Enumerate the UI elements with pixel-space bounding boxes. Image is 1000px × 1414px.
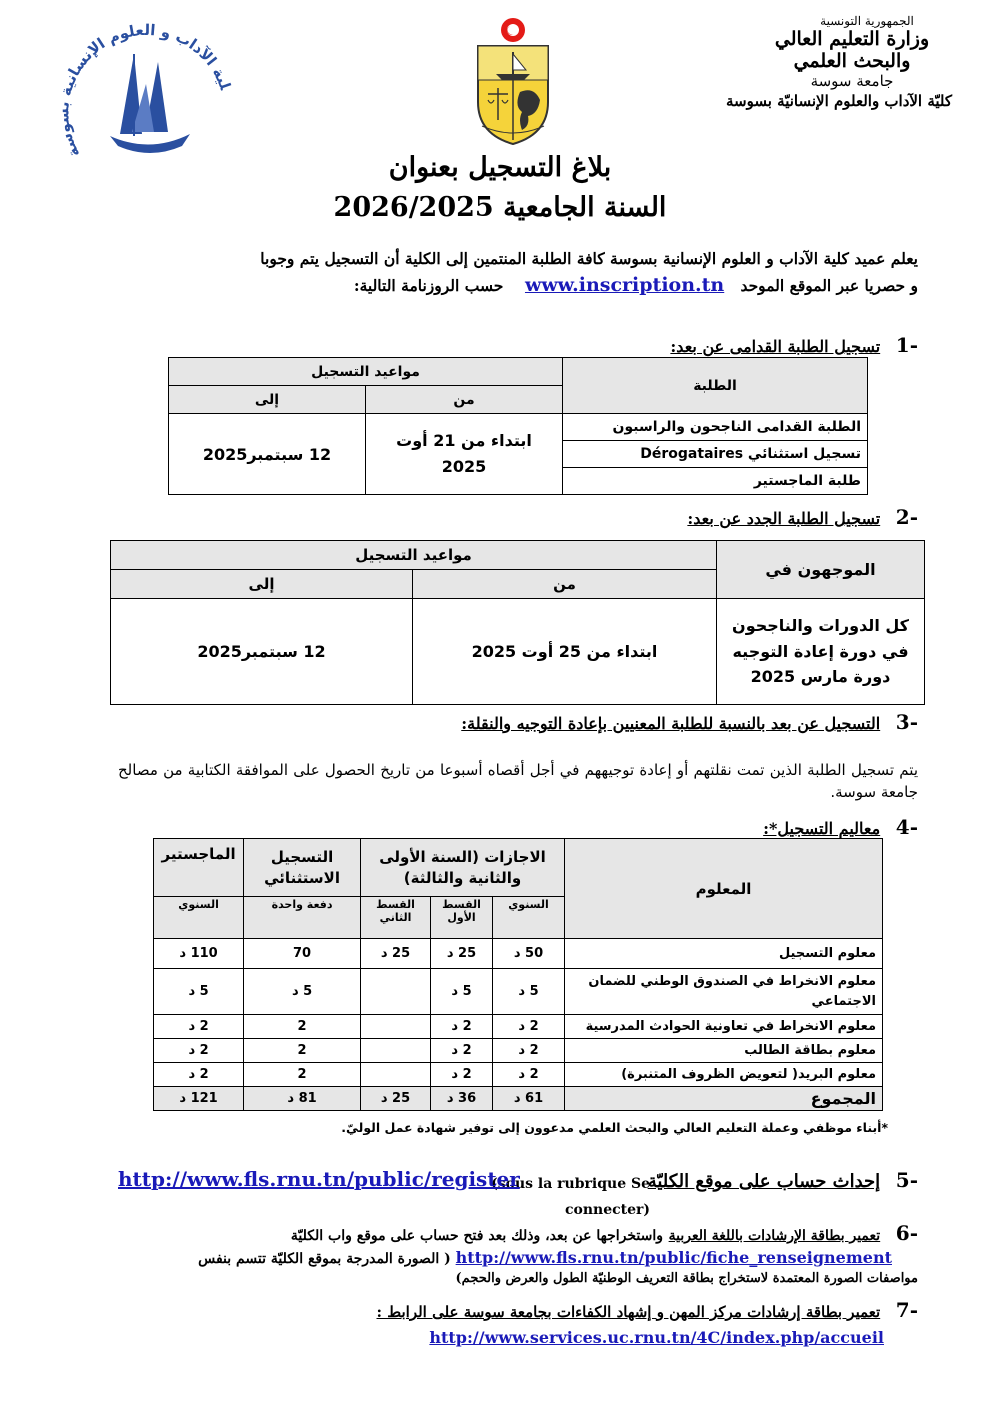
table-row bbox=[154, 1063, 883, 1087]
section-6-line-2 bbox=[118, 1247, 918, 1270]
section-6-line-2-after: ( الصورة المدرجة بموقع الكليّة تتسم بنفس bbox=[198, 1251, 451, 1267]
fee-master: 2 د bbox=[154, 1015, 244, 1039]
section-3-title: التسجيل عن بعد بالنسبة للطلبة المعنيين بإعادة التوجيه والنقلة: bbox=[461, 714, 881, 733]
page-subtitle: السنة الجامعية 2026/2025 bbox=[333, 192, 667, 223]
to-value: 12 سبتمبر2025 bbox=[111, 599, 413, 705]
sub-master-annual: السنوي bbox=[154, 897, 244, 939]
to-value: 12 سبتمبر2025 bbox=[169, 414, 366, 495]
section-6-line-1b: واستخراجها عن بعد، وذلك بعد فتح حساب على موقع واب الكليّة bbox=[290, 1228, 664, 1244]
intro-line-2 bbox=[118, 271, 918, 300]
section-7-number: -7 bbox=[895, 1298, 918, 1322]
col-dates: مواعيد التسجيل bbox=[111, 541, 717, 570]
section-2-heading bbox=[687, 505, 918, 529]
section-3-text: يتم تسجيل الطلبة الذين تمت نقلتهم أو إعادة توجيههم في أجل أقصاه أسبوعا من تاريخ الحصول على الموافقة الكتابية من مصالح جامعة سوسة. bbox=[118, 761, 918, 801]
inscription-link[interactable]: www.inscription.tn bbox=[524, 274, 725, 297]
section-4-number: -4 bbox=[895, 815, 918, 839]
section-3-number: -3 bbox=[895, 710, 918, 734]
faculty-label: كليّة الآداب والعلوم الإنسانيّة بسوسة bbox=[726, 92, 952, 110]
sub-annual: السنوي bbox=[493, 897, 565, 939]
ministry-line-2: والبحث العلمي bbox=[793, 50, 911, 72]
fee-annual: 2 د bbox=[493, 1015, 565, 1039]
table-new-students bbox=[110, 540, 925, 705]
fee-second bbox=[361, 1039, 431, 1063]
fee-annual: 2 د bbox=[493, 1063, 565, 1087]
section-2-title: تسجيل الطلبة الجدد عن بعد: bbox=[687, 509, 881, 528]
services-link-wrap bbox=[429, 1328, 884, 1347]
fee-label: معلوم التسجيل bbox=[565, 939, 883, 969]
intro-line-1: يعلم عميد كلية الآداب و العلوم الإنسانية بسوسة كافة الطلبة المنتمين إلى الكلية أن التسجيل يتم وجوبا bbox=[260, 249, 918, 268]
col-licence: الاجازات (السنة الأولى والثانية والثالثة) bbox=[361, 839, 565, 897]
faculty-logo bbox=[50, 14, 240, 174]
sub-second: القسط الثاني bbox=[361, 897, 431, 939]
table-row: الطلبة القدامى الناجحون والراسبون bbox=[563, 414, 868, 441]
svg-text:كلية الآداب و العلوم الإنسانية bbox=[50, 14, 235, 161]
from-value: ابتداء من 21 أوت 2025 bbox=[366, 414, 563, 495]
section-7-heading bbox=[377, 1298, 919, 1322]
section-6-heading bbox=[118, 1219, 918, 1288]
col-dates: مواعيد التسجيل bbox=[169, 358, 563, 386]
fee-second: 25 د bbox=[361, 939, 431, 969]
register-link-wrap bbox=[118, 1167, 520, 1191]
col-to: إلى bbox=[169, 386, 366, 414]
fee-single: 2 bbox=[244, 1015, 361, 1039]
register-link[interactable]: http://www.fls.rnu.tn/public/register bbox=[118, 1167, 520, 1191]
fee-single: 2 bbox=[244, 1039, 361, 1063]
col-students: الطلبة bbox=[563, 358, 868, 414]
total-single: 81 د bbox=[244, 1087, 361, 1111]
col-exceptional: التسجيل الاستثنائي bbox=[244, 839, 361, 897]
from-value: ابتداء من 25 أوت 2025 bbox=[413, 599, 717, 705]
section-6-line-3: مواصفات الصورة المعتمدة لاستخراج بطاقة التعريف الوطنيّة الطول والعرض والحجم) bbox=[455, 1270, 918, 1286]
col-from: من bbox=[366, 386, 563, 414]
logo-arc-text: لية الآداب و العلوم الإنسانية بسوسة bbox=[54, 20, 235, 161]
section-1-heading bbox=[670, 333, 918, 357]
table-row bbox=[154, 969, 883, 1015]
header-institution bbox=[692, 14, 952, 110]
section-1-number: -1 bbox=[895, 333, 918, 357]
section-4-heading bbox=[763, 815, 918, 839]
page-title: بلاغ التسجيل بعنوان bbox=[388, 152, 612, 183]
section-5-title: إحداث حساب على موقع الكليّة bbox=[647, 1171, 881, 1192]
fee-master: 2 د bbox=[154, 1063, 244, 1087]
ministry-line-1: وزارة التعليم العالي bbox=[774, 28, 930, 50]
total-second: 25 د bbox=[361, 1087, 431, 1111]
table-old-students bbox=[168, 357, 868, 495]
fee-annual: 2 د bbox=[493, 1039, 565, 1063]
col-from: من bbox=[413, 570, 717, 599]
coat-of-arms bbox=[470, 16, 556, 148]
fee-annual: 5 د bbox=[493, 969, 565, 1015]
table-row bbox=[154, 1015, 883, 1039]
university-label: جامعة سوسة bbox=[810, 72, 894, 90]
total-first: 36 د bbox=[431, 1087, 493, 1111]
intro-paragraph bbox=[118, 247, 918, 300]
fee-first: 5 د bbox=[431, 969, 493, 1015]
fee-label: معلوم بطاقة الطالب bbox=[565, 1039, 883, 1063]
total-annual: 61 د bbox=[493, 1087, 565, 1111]
section-6-title: تعمير بطاقة الإرشادات باللغة العربية bbox=[668, 1228, 881, 1244]
fees-footnote: *أبناء موظفي وعملة التعليم العالي والبحث العلمي مدعوون إلى توفير شهادة عمل الوليّ. bbox=[341, 1120, 888, 1135]
table-fees bbox=[153, 838, 883, 1111]
section-5-fr-label: (sous la rubrique Se connecter) bbox=[491, 1176, 650, 1218]
col-oriented: الموجهون في bbox=[717, 541, 925, 599]
table-row bbox=[154, 1039, 883, 1063]
fee-first: 2 د bbox=[431, 1015, 493, 1039]
section-6-number: -6 bbox=[895, 1221, 918, 1245]
intro-line-2-before: و حصريا عبر الموقع الموحد bbox=[740, 276, 918, 296]
table-row: تسجيل استثنائي Dérogataires bbox=[563, 441, 868, 468]
section-1-title: تسجيل الطلبة القدامى عن بعد: bbox=[670, 337, 881, 356]
fee-first: 25 د bbox=[431, 939, 493, 969]
table-row: طلبة الماجستير bbox=[563, 468, 868, 495]
fee-label: معلوم البريد( لتعويض الظروف المتنبرة) bbox=[565, 1063, 883, 1087]
col-master: الماجستير bbox=[154, 839, 244, 897]
fee-annual: 50 د bbox=[493, 939, 565, 969]
col-to: إلى bbox=[111, 570, 413, 599]
intro-line-2-after: حسب الروزنامة التالية: bbox=[353, 276, 504, 296]
fee-master: 110 د bbox=[154, 939, 244, 969]
oriented-value: كل الدورات والناجحون في دورة إعادة التوجيه دورة مارس 2025 bbox=[717, 599, 925, 705]
fee-single: 70 bbox=[244, 939, 361, 969]
fee-master: 2 د bbox=[154, 1039, 244, 1063]
section-5-heading bbox=[648, 1168, 918, 1192]
fee-first: 2 د bbox=[431, 1063, 493, 1087]
fee-second bbox=[361, 1063, 431, 1087]
section-3-heading bbox=[461, 710, 918, 734]
fee-master: 5 د bbox=[154, 969, 244, 1015]
total-label: المجموع bbox=[565, 1087, 883, 1111]
fee-single: 5 د bbox=[244, 969, 361, 1015]
section-6-line-1 bbox=[118, 1219, 918, 1247]
republic-label: الجمهورية التونسية bbox=[820, 14, 914, 28]
section-4-title: معاليم التسجيل*: bbox=[763, 819, 881, 838]
services-link[interactable]: http://www.services.uc.rnu.tn/4C/index.php/accueil bbox=[429, 1328, 884, 1347]
fee-single: 2 bbox=[244, 1063, 361, 1087]
sub-single: دفعة واحدة bbox=[244, 897, 361, 939]
table-row bbox=[154, 939, 883, 969]
sub-first: القسط الأول bbox=[431, 897, 493, 939]
fee-second bbox=[361, 1015, 431, 1039]
col-fee: المعلوم bbox=[565, 839, 883, 939]
section-7-title: تعمير بطاقة إرشادات مركز المهن و إشهاد الكفاءات بجامعة سوسة على الرابط : bbox=[376, 1303, 881, 1321]
fee-label: معلوم الانخراط في الصندوق الوطني للضمان الاجتماعي bbox=[565, 969, 883, 1015]
fiche-link[interactable]: http://www.fls.rnu.tn/public/fiche_renseignement bbox=[455, 1248, 892, 1267]
fee-first: 2 د bbox=[431, 1039, 493, 1063]
section-5-number: -5 bbox=[895, 1168, 918, 1192]
fee-label: معلوم الانخراط في تعاونية الحوادث المدرسية bbox=[565, 1015, 883, 1039]
total-master: 121 د bbox=[154, 1087, 244, 1111]
table-total-row bbox=[154, 1087, 883, 1111]
fee-second bbox=[361, 969, 431, 1015]
section-2-number: -2 bbox=[895, 505, 918, 529]
